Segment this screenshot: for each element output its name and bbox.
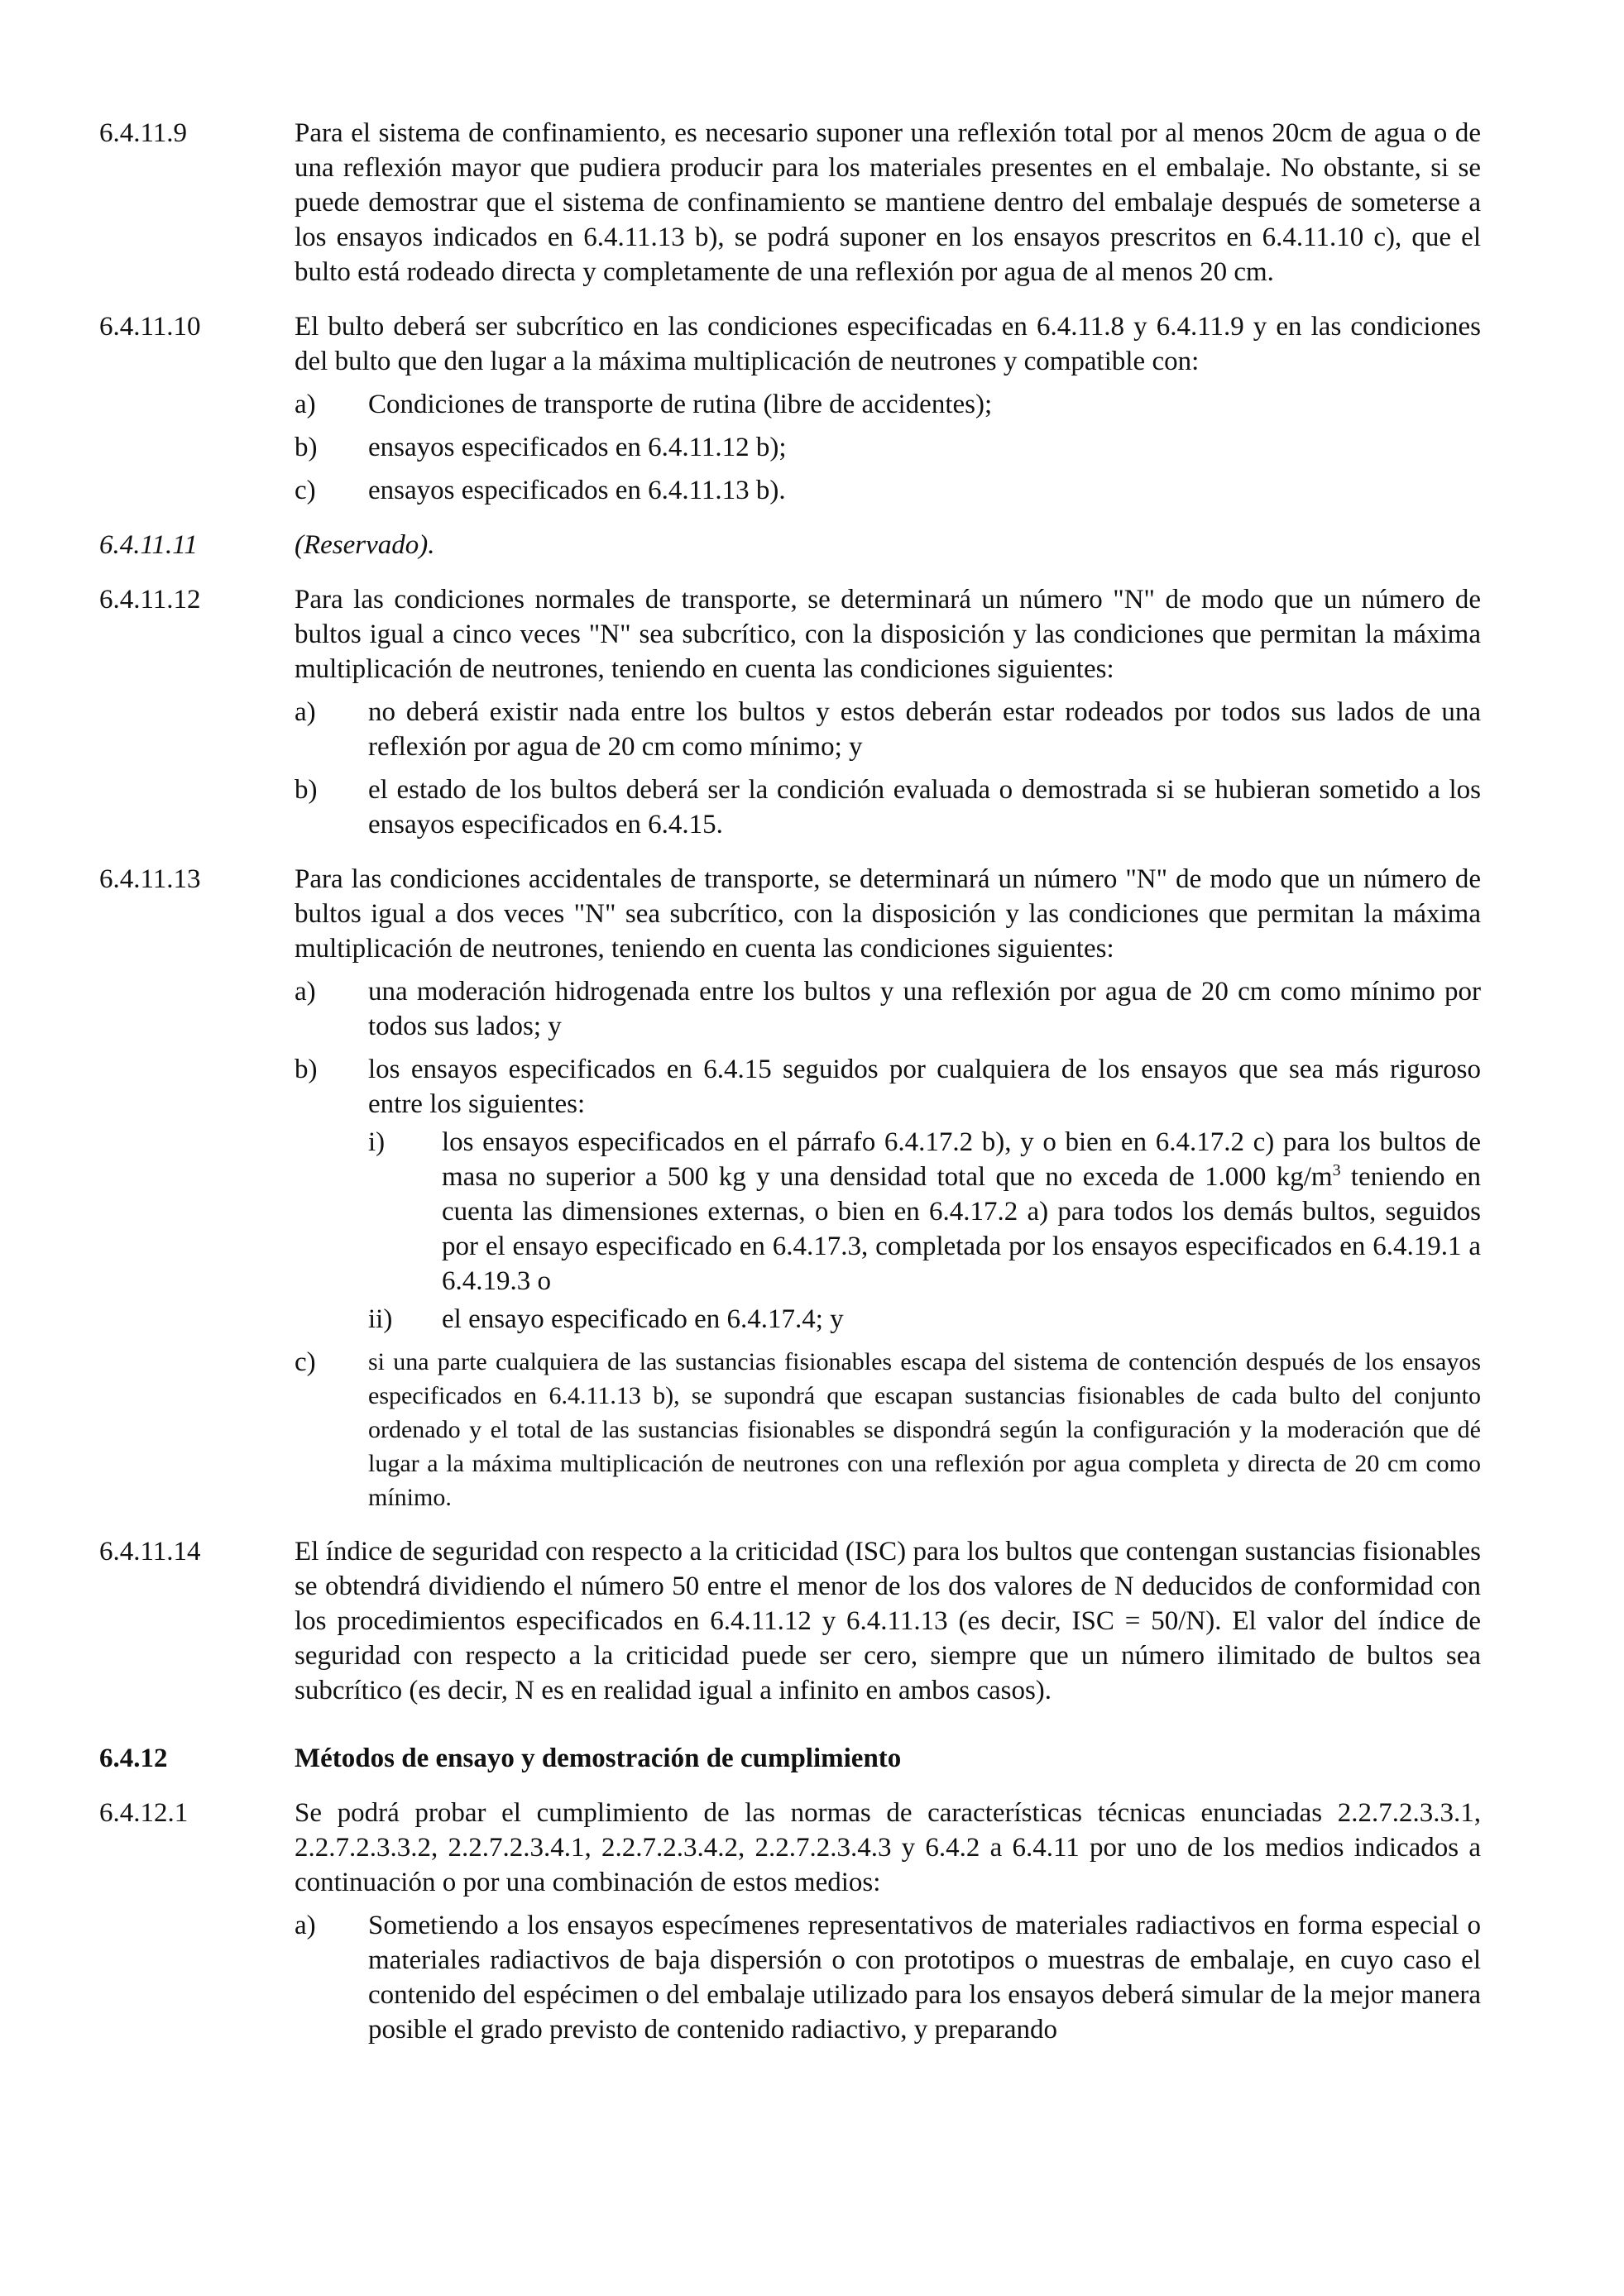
paragraph-text: Para el sistema de confinamiento, es necesario suponer una reflexión total por al menos 20cm de agua o de una reflexión mayor que pudiera producir para los materiales presentes en el embalaje. No obstante, si se puede demostrar que el sistema de confinamiento se mantiene dentro del embalaje después de someterse a los ensayos indicados en 6.4.11.13 b), se podrá suponer en los ensayos prescritos en 6.4.11.10 c), que el bulto está rodeado directa y completamente de una reflexión por agua de al menos 20 cm. — [295, 118, 1481, 287]
list-item-label: a) — [295, 977, 316, 1007]
document-page — [99, 116, 1481, 2067]
list-item-text: Condiciones de transporte de rutina (libre de accidentes); — [368, 390, 993, 419]
sub-list-item — [368, 1125, 1481, 1299]
paragraph-number: 6.4.12.1 — [99, 1798, 189, 1828]
paragraph-6-4-11-11 — [99, 528, 1481, 562]
list-item-text: una moderación hidrogenada entre los bultos y una reflexión por agua de 20 cm como mínimo por todos sus lados; y — [368, 977, 1481, 1041]
sub-list-item-label: ii) — [368, 1304, 393, 1334]
list-item-text: si una parte cualquiera de las sustancias fisionables escapa del sistema de contención después de los ensayos especificados en 6.4.11.13 b), se supondrá que escapan sustancias fisionables de cada bulto del conjunto ordenado y el total de las sustancias fisionables se dispondrá según la configuración y la moderación que dé lugar a la máxima multiplicación de neutrones con una reflexión por agua completa y directa de 20 cm como mínimo. — [368, 1348, 1481, 1511]
list-item — [295, 430, 1481, 465]
list-item-label: a) — [295, 697, 316, 727]
paragraph-6-4-11-10 — [99, 309, 1481, 508]
paragraph-6-4-11-13 — [99, 862, 1481, 1514]
list-item — [295, 974, 1481, 1044]
sub-list-item-text — [442, 1125, 1481, 1299]
sub-list-item-label: i) — [368, 1127, 386, 1157]
section-title: Métodos de ensayo y demostración de cumplimiento — [295, 1744, 902, 1773]
paragraph-number: 6.4.11.11 — [99, 530, 198, 560]
superscript: 3 — [1332, 1161, 1341, 1179]
paragraph-text: (Reservado). — [295, 530, 435, 560]
list-item — [295, 1052, 1481, 1337]
list-item-text: no deberá existir nada entre los bultos y estos deberán estar rodeados por todos sus lados de una reflexión por agua de 20 cm como mínimo; y — [368, 697, 1481, 762]
list-item-text: ensayos especificados en 6.4.11.13 b). — [368, 476, 786, 505]
section-heading — [99, 1741, 1481, 1776]
paragraph-6-4-12-1 — [99, 1796, 1481, 2047]
list-item-label: a) — [295, 1911, 316, 1940]
paragraph-number: 6.4.11.10 — [99, 312, 201, 342]
paragraph-6-4-11-9 — [99, 116, 1481, 289]
paragraph-number: 6.4.11.12 — [99, 585, 201, 615]
sub-list-item-text: el ensayo especificado en 6.4.17.4; y — [442, 1304, 844, 1334]
paragraph-text: Se podrá probar el cumplimiento de las normas de características técnicas enunciadas 2.2.7.2.3.3.1, 2.2.7.2.3.3.2, 2.2.7.2.3.4.1, 2.2.7.2.3.4.2, 2.2.7.2.3.4.3 y 6.4.2 a 6.4.11 por uno de los medios indicados a continuación o por una combinación de estos medios: — [295, 1798, 1481, 1897]
list-item — [295, 1345, 1481, 1514]
list-item-label: b) — [295, 775, 318, 805]
section-number: 6.4.12 — [99, 1744, 168, 1773]
paragraph-text: El índice de seguridad con respecto a la criticidad (ISC) para los bultos que contengan sustancias fisionables se obtendrá dividiendo el número 50 entre el menor de los dos valores de N deducidos de conformidad con los procedimientos especificados en 6.4.11.12 y 6.4.11.13 (es decir, ISC = 50/N). El valor del índice de seguridad con respecto a la criticidad puede ser cero, siempre que un número ilimitado de bultos sea subcrítico (es decir, N es en realidad igual a infinito en ambos casos). — [295, 1537, 1481, 1705]
paragraph-text: Para las condiciones accidentales de transporte, se determinará un número "N" de modo que un número de bultos igual a dos veces "N" sea subcrítico, con la disposición y las condiciones que permitan la máxima multiplicación de neutrones, teniendo en cuenta las condiciones siguientes: — [295, 864, 1481, 964]
sub-list-item-text-after: teniendo en cuenta las dimensiones externas, o bien en 6.4.17.2 a) para todos los demás bultos, seguidos por el ensayo especificado en 6.4.17.3, completada por los ensayos especificados en 6.4.19.1 a 6.4.19.3 o — [442, 1162, 1481, 1296]
paragraph-text: Para las condiciones normales de transporte, se determinará un número "N" de modo que un número de bultos igual a cinco veces "N" sea subcrítico, con la disposición y las condiciones que permitan la máxima multiplicación de neutrones, teniendo en cuenta las condiciones siguientes: — [295, 585, 1481, 684]
list-item — [295, 1908, 1481, 2047]
list-item-label: c) — [295, 476, 316, 505]
paragraph-text: El bulto deberá ser subcrítico en las condiciones especificadas en 6.4.11.8 y 6.4.11.9 y en las condiciones del bulto que den lugar a la máxima multiplicación de neutrones y compatible con: — [295, 312, 1481, 376]
paragraph-number: 6.4.11.13 — [99, 864, 201, 894]
list-item-text: el estado de los bultos deberá ser la condición evaluada o demostrada si se hubieran sometido a los ensayos especificados en 6.4.15. — [368, 775, 1481, 839]
paragraph-number: 6.4.11.14 — [99, 1537, 201, 1567]
list-item — [295, 773, 1481, 842]
paragraph-6-4-11-12 — [99, 582, 1481, 842]
list-item — [295, 473, 1481, 508]
list-item — [295, 695, 1481, 764]
list-item-label: a) — [295, 390, 316, 419]
list-item-label: c) — [295, 1347, 316, 1377]
sub-list-item — [368, 1302, 1481, 1337]
paragraph-number: 6.4.11.9 — [99, 118, 188, 148]
sub-list-item-text-before: los ensayos especificados en el párrafo 6.4.17.2 b), y o bien en 6.4.17.2 c) para los bultos de masa no superior a 500 kg y una densidad total que no exceda de 1.000 kg/m — [442, 1127, 1481, 1192]
list-item-text: Sometiendo a los ensayos especímenes representativos de materiales radiactivos en forma especial o materiales radiactivos de baja dispersión o con prototipos o muestras de embalaje, en cuyo caso el contenido del espécimen o del embalaje utilizado para los ensayos deberá simular de la mejor manera posible el grado previsto de contenido radiactivo, y preparando — [368, 1911, 1481, 2045]
list-item-label: b) — [295, 433, 318, 462]
list-item-label: b) — [295, 1055, 318, 1084]
list-item-text: ensayos especificados en 6.4.11.12 b); — [368, 433, 787, 462]
list-item-text: los ensayos especificados en 6.4.15 seguidos por cualquiera de los ensayos que sea más riguroso entre los siguientes: — [368, 1055, 1481, 1119]
paragraph-6-4-11-14 — [99, 1534, 1481, 1708]
list-item — [295, 387, 1481, 422]
